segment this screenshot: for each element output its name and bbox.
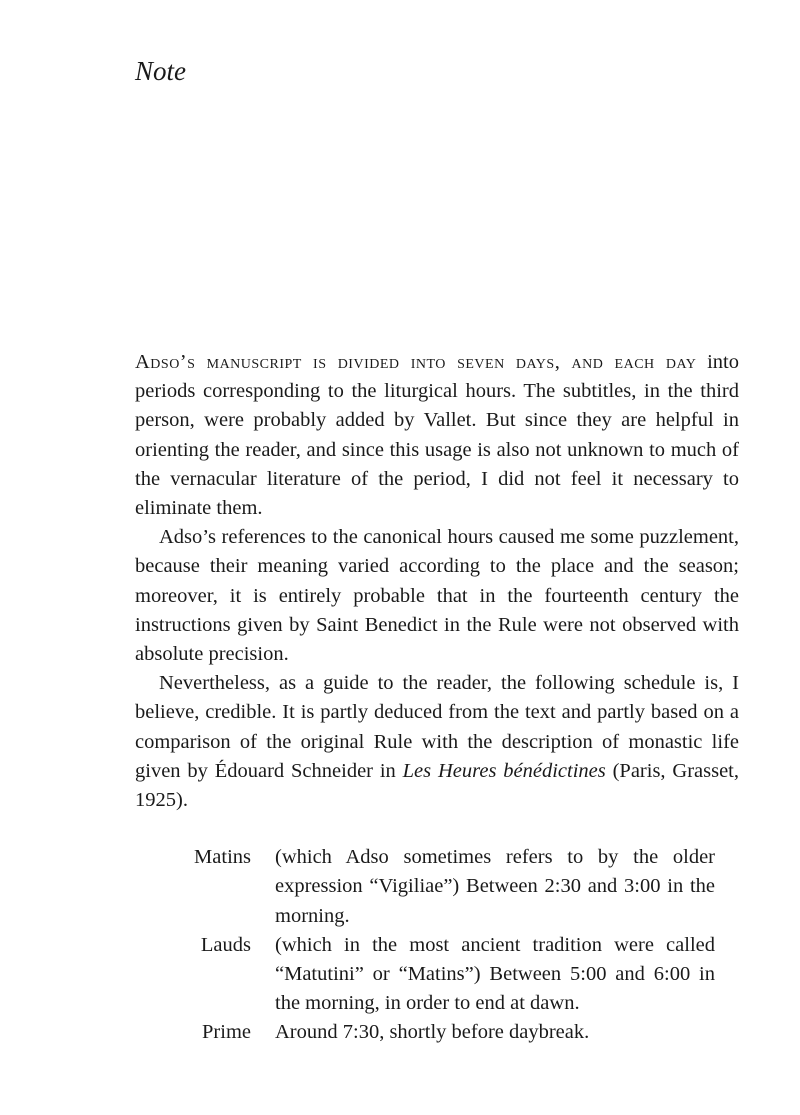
book-title: Les Heures bénédictines xyxy=(402,759,606,782)
schedule-row xyxy=(135,1018,739,1047)
hour-description: (which in the most ancient tradition were called “Matutini” or “Matins”) Between 5:00 and 6:00 in the morning, in order to end at dawn. xyxy=(275,933,715,1015)
paragraph-3-citation: (Paris, Grasset, 1925). xyxy=(135,759,740,812)
page-title: Note xyxy=(135,56,186,86)
paragraph-1 xyxy=(135,348,739,523)
hour-description: (which Adso sometimes refers to by the older expression “Vigiliae”) Between 2:30 and 3:00 in the morning. xyxy=(275,846,715,927)
hour-description: Around 7:30, shortly before daybreak. xyxy=(275,1021,590,1044)
paragraph-3 xyxy=(135,669,739,815)
hour-label: Lauds xyxy=(200,933,251,956)
hours-schedule xyxy=(135,843,739,1047)
schedule-row xyxy=(135,931,739,1019)
paragraph-3-text: Nevertheless, as a guide to the reader, the following schedule is, I believe, credible. It is partly deduced from the text and partly based on a comparison of the original Rule with the description of monastic life given by Édouard Schneider in xyxy=(135,672,739,782)
paragraph-1-text: into periods corresponding to the liturgical hours. The subtitles, in the third person, were probably added by Vallet. But since they are helpful in orienting the reader, and since this usage is also not unknown to much of the vernacular literature of the period, I did not feel it necessary to eliminate them. xyxy=(135,351,739,520)
body-text xyxy=(135,348,739,1048)
hour-label: Prime xyxy=(202,1021,251,1044)
paragraph-1-lead: Adso’s manuscript is divided into seven days, and each day xyxy=(135,351,697,373)
paragraph-2: Adso’s references to the canonical hours caused me some puzzlement, because their meaning varied according to the place and the season; moreover, it is entirely probable that in the fourteenth century the instructions given by Saint Benedict in the Rule were not observed with absolute precision. xyxy=(135,526,739,666)
hour-label: Matins xyxy=(194,846,251,869)
schedule-row xyxy=(135,843,739,931)
